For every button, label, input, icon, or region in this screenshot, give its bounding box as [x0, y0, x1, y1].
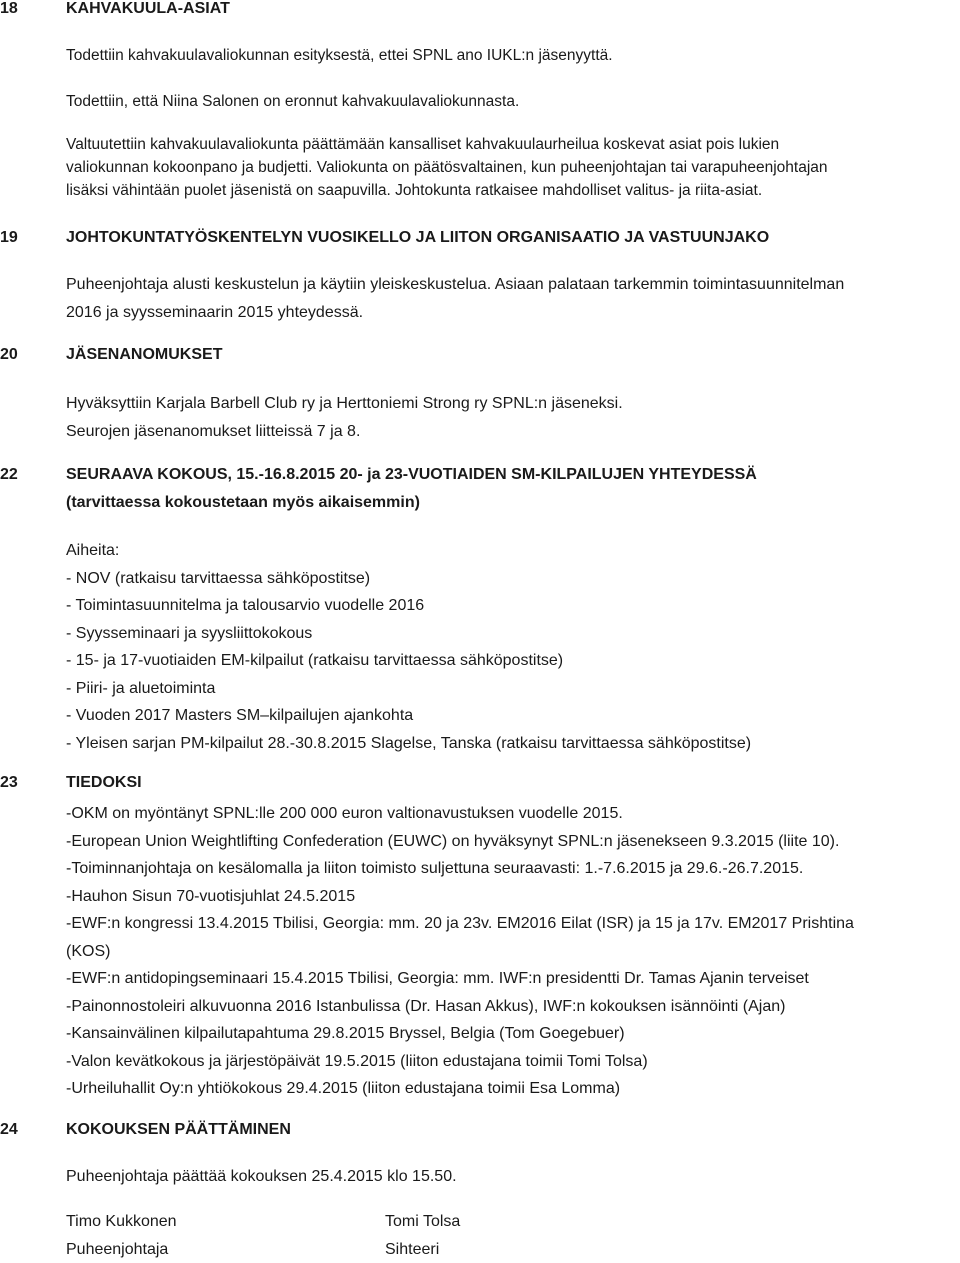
- section-19-body: [66, 271, 844, 326]
- section-19-number: 19: [0, 229, 18, 247]
- section-18-number: 18: [0, 0, 18, 18]
- list-item: - Piiri- ja aluetoiminta: [66, 675, 751, 703]
- section-22-number: 22: [0, 466, 18, 484]
- list-item: - Yleisen sarjan PM-kilpailut 28.-30.8.2015 Slagelse, Tanska (ratkaisu tarvittaessa sähköpostitse): [66, 730, 751, 758]
- section-22-title: SEURAAVA KOKOUS, 15.-16.8.2015 20- ja 23-VUOTIAIDEN SM-KILPAILUJEN YHTEYDESSÄ: [66, 466, 757, 484]
- text-line: Hyväksyttiin Karjala Barbell Club ry ja Herttoniemi Strong ry SPNL:n jäseneksi.: [66, 390, 623, 418]
- list-item: -Hauhon Sisun 70-vuotisjuhlat 24.5.2015: [66, 883, 854, 911]
- list-item: -EWF:n antidopingseminaari 15.4.2015 Tbilisi, Georgia: mm. IWF:n presidentti Dr. Tamas Ajanin terveiset: [66, 965, 854, 993]
- section-22-body: [66, 537, 751, 757]
- text-line: valiokunnan kokoonpano ja budjetti. Valiokunta on päätösvaltainen, kun puheenjohtajan tai varapuheenjohtajan: [66, 156, 828, 179]
- section-19-title: JOHTOKUNTATYÖSKENTELYN VUOSIKELLO JA LIITON ORGANISAATIO JA VASTUUNJAKO: [66, 229, 769, 247]
- text-line: Valtuutettiin kahvakuulavaliokunta päättämään kansalliset kahvakuulaurheilua koskevat asiat pois lukien: [66, 133, 828, 156]
- section-20-title: JÄSENANOMUKSET: [66, 346, 222, 364]
- topics-intro: Aiheita:: [66, 537, 751, 565]
- section-20-number: 20: [0, 346, 18, 364]
- signature-name: Timo Kukkonen: [66, 1208, 177, 1236]
- list-item: -Kansainvälinen kilpailutapahtuma 29.8.2015 Bryssel, Belgia (Tom Goegebuer): [66, 1020, 854, 1048]
- list-item: -Urheiluhallit Oy:n yhtiökokous 29.4.2015 (liiton edustajana toimii Esa Lomma): [66, 1075, 854, 1103]
- section-24-title: KOKOUKSEN PÄÄTTÄMINEN: [66, 1121, 291, 1139]
- text-line: Puheenjohtaja alusti keskustelun ja käytiin yleiskeskustelua. Asiaan palataan tarkemmin toimintasuunnitelman: [66, 271, 844, 299]
- section-18-paragraph-1: Todettiin kahvakuulavaliokunnan esityksestä, ettei SPNL ano IUKL:n jäsenyyttä.: [66, 44, 613, 67]
- list-item: - NOV (ratkaisu tarvittaessa sähköpostitse): [66, 565, 751, 593]
- list-item: -European Union Weightlifting Confederation (EUWC) on hyväksynyt SPNL:n jäsenekseen 9.3.2015 (liite 10).: [66, 828, 854, 856]
- signature-role: Sihteeri: [385, 1236, 460, 1263]
- section-20-body: [66, 390, 623, 445]
- list-item: - Vuoden 2017 Masters SM–kilpailujen ajankohta: [66, 702, 751, 730]
- list-item: - Syysseminaari ja syysliittokokous: [66, 620, 751, 648]
- signature-chair: [66, 1208, 177, 1263]
- list-item: -OKM on myöntänyt SPNL:lle 200 000 euron valtionavustuksen vuodelle 2015.: [66, 800, 854, 828]
- text-line: Seurojen jäsenanomukset liitteissä 7 ja 8.: [66, 418, 623, 446]
- section-24-number: 24: [0, 1121, 18, 1139]
- signature-role: Puheenjohtaja: [66, 1236, 177, 1263]
- list-item: - Toimintasuunnitelma ja talousarvio vuodelle 2016: [66, 592, 751, 620]
- list-item: (KOS): [66, 938, 854, 966]
- text-line: lisäksi vähintään puolet jäsenistä on saapuvilla. Johtokunta ratkaisee mahdolliset valitus- ja riita-asiat.: [66, 179, 828, 202]
- section-18-title: KAHVAKUULA-ASIAT: [66, 0, 230, 18]
- text-line: 2016 ja syysseminaarin 2015 yhteydessä.: [66, 299, 844, 327]
- signature-name: Tomi Tolsa: [385, 1208, 460, 1236]
- list-item: -Valon kevätkokous ja järjestöpäivät 19.5.2015 (liiton edustajana toimii Tomi Tolsa): [66, 1048, 854, 1076]
- list-item: -Painonnostoleiri alkuvuonna 2016 Istanbulissa (Dr. Hasan Akkus), IWF:n kokouksen isännöinti (Ajan): [66, 993, 854, 1021]
- section-24-body: Puheenjohtaja päättää kokouksen 25.4.2015 klo 15.50.: [66, 1163, 457, 1191]
- section-18-paragraph-2: Todettiin, että Niina Salonen on eronnut kahvakuulavaliokunnasta.: [66, 90, 519, 113]
- list-item: - 15- ja 17-vuotiaiden EM-kilpailut (ratkaisu tarvittaessa sähköpostitse): [66, 647, 751, 675]
- list-item: -EWF:n kongressi 13.4.2015 Tbilisi, Georgia: mm. 20 ja 23v. EM2016 Eilat (ISR) ja 15 ja 17v. EM2017 Prishtina: [66, 910, 854, 938]
- section-18-paragraph-3: [66, 133, 828, 203]
- section-22-subtitle: (tarvittaessa kokoustetaan myös aikaisemmin): [66, 494, 420, 512]
- list-item: -Toiminnanjohtaja on kesälomalla ja liiton toimisto suljettuna seuraavasti: 1.-7.6.2015 ja 29.6.-26.7.2015.: [66, 855, 854, 883]
- section-23-title: TIEDOKSI: [66, 774, 142, 792]
- section-23-body: [66, 800, 854, 1103]
- signature-secretary: [385, 1208, 460, 1263]
- section-23-number: 23: [0, 774, 18, 792]
